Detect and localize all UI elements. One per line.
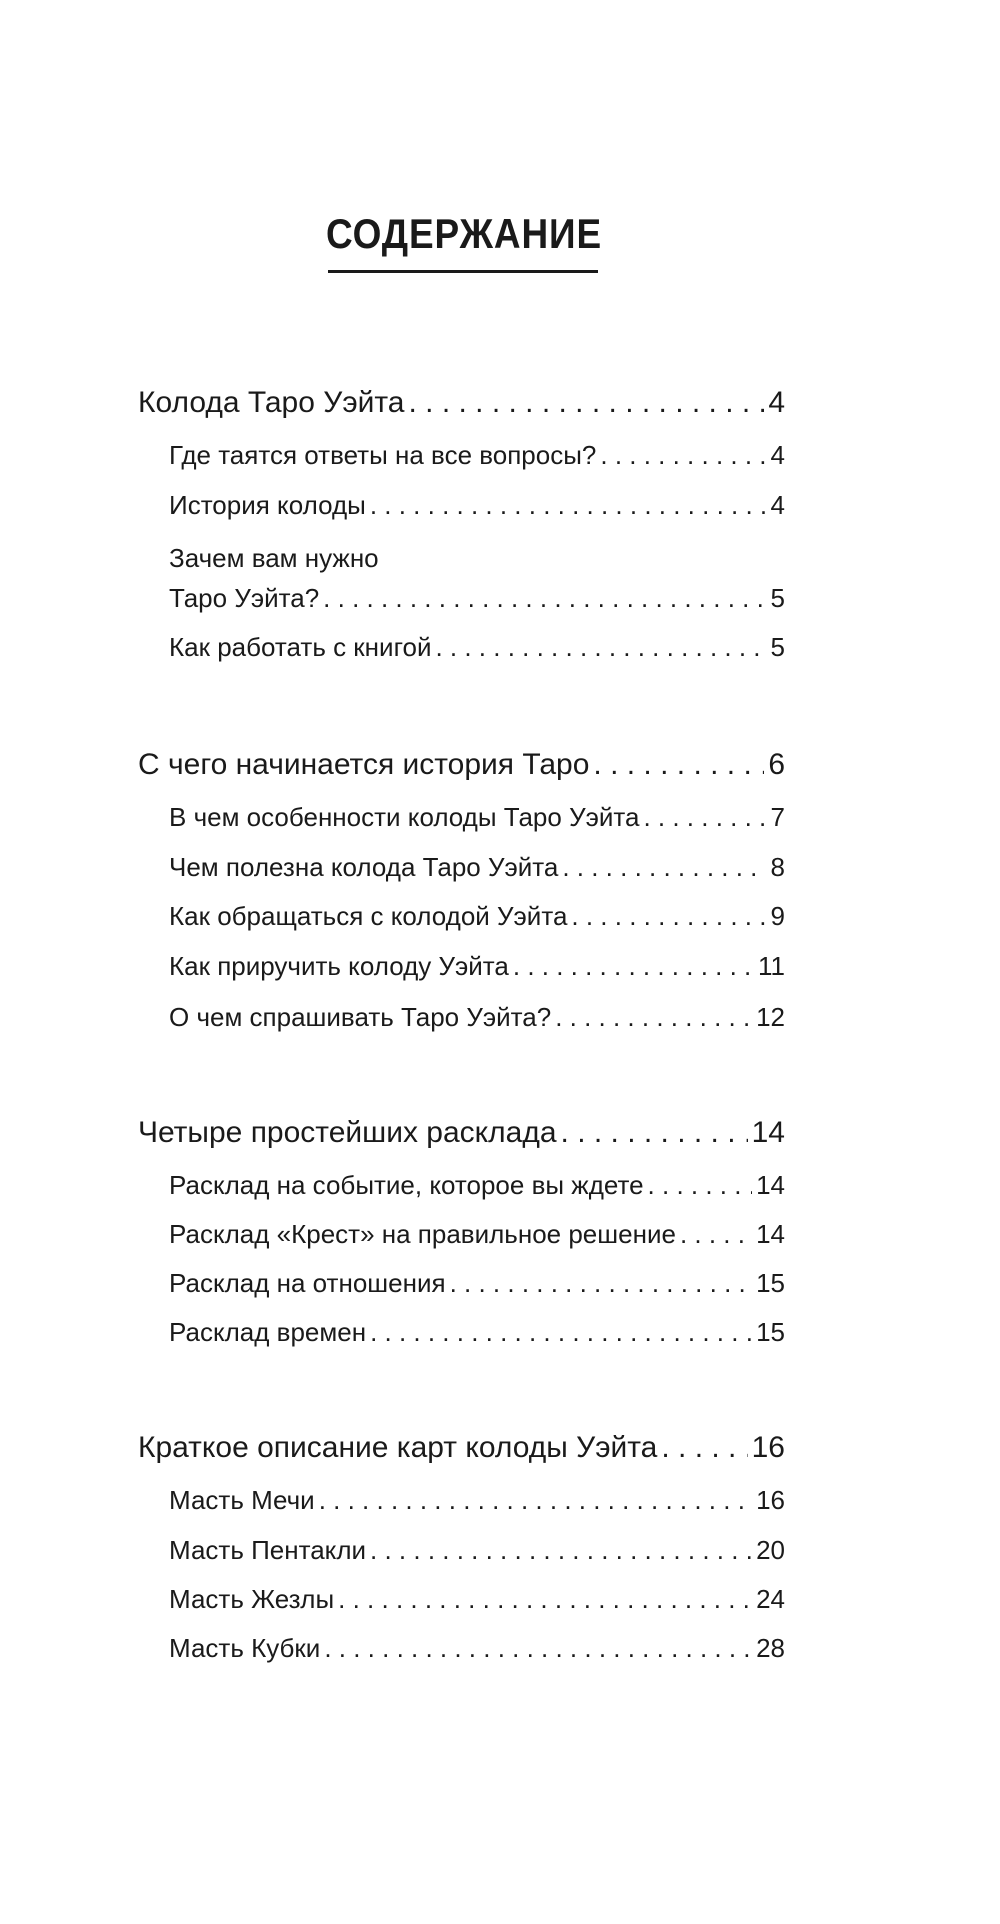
toc-page-number: 11	[758, 951, 785, 981]
toc-section[interactable]	[169, 1219, 785, 1255]
toc-page-number: 16	[751, 1431, 785, 1464]
toc-section[interactable]	[169, 1317, 785, 1353]
dot-leader	[562, 852, 766, 883]
dot-leader	[435, 632, 766, 663]
toc-page-number: 7	[770, 802, 785, 832]
dot-leader	[661, 1431, 747, 1465]
toc-page-number: 14	[756, 1170, 785, 1200]
dot-leader	[600, 440, 766, 471]
toc-section-label: Расклад на событие, которое вы ждете	[169, 1170, 644, 1200]
toc-page-number: 20	[756, 1535, 785, 1565]
toc-page-number: 4	[768, 386, 785, 419]
toc-page-number: 14	[751, 1116, 785, 1149]
toc-section-label: Масть Жезлы	[169, 1584, 335, 1614]
toc-section-label-continued: Таро Уэйта?	[169, 583, 320, 613]
toc-section[interactable]	[169, 951, 785, 987]
toc-section-label: Масть Пентакли	[169, 1535, 367, 1565]
dot-leader	[513, 951, 754, 982]
toc-section[interactable]	[169, 1485, 785, 1521]
toc-section[interactable]	[169, 1633, 785, 1669]
toc-section-label: Расклад времен	[169, 1317, 367, 1347]
dot-leader	[319, 1485, 752, 1516]
toc-section-label: Зачем вам нужно	[169, 543, 379, 573]
toc-section-label: В чем особенности колоды Таро Уэйта	[169, 802, 640, 832]
toc-chapter-label: Колода Таро Уэйта	[138, 386, 405, 419]
toc-chapter-3[interactable]	[138, 1116, 785, 1156]
dot-leader	[571, 901, 766, 932]
dot-leader	[555, 1002, 752, 1033]
toc-section[interactable]	[169, 490, 785, 526]
toc-section[interactable]	[169, 802, 785, 838]
toc-section[interactable]	[169, 440, 785, 476]
toc-section-label: Масть Мечи	[169, 1485, 315, 1515]
toc-page-number: 14	[756, 1219, 785, 1249]
toc-section[interactable]	[169, 901, 785, 937]
toc-section-label: Расклад на отношения	[169, 1268, 446, 1298]
dot-leader	[648, 1170, 753, 1201]
toc-page-number: 4	[770, 440, 785, 470]
dot-leader	[643, 802, 766, 833]
toc-page-number: 12	[756, 1002, 785, 1032]
dot-leader	[680, 1219, 752, 1250]
toc-section[interactable]	[169, 1268, 785, 1304]
dot-leader	[370, 1317, 752, 1348]
toc-chapter-label: Краткое описание карт колоды Уэйта	[138, 1431, 658, 1464]
toc-chapter-label: Четыре простейших расклада	[138, 1116, 557, 1149]
toc-page-number: 6	[768, 748, 785, 781]
toc-section-label: Как работать с книгой	[169, 632, 432, 662]
toc-chapter-4[interactable]	[138, 1431, 785, 1471]
toc-section-label: Где таятся ответы на все вопросы?	[169, 440, 597, 470]
toc-page-number: 28	[756, 1633, 785, 1663]
toc-page-number: 9	[770, 901, 785, 931]
toc-chapter-1[interactable]	[138, 386, 785, 426]
toc-section-label: История колоды	[169, 490, 366, 520]
toc-section[interactable]	[169, 1170, 785, 1206]
dot-leader	[450, 1268, 753, 1299]
toc-section-label: О чем спрашивать Таро Уэйта?	[169, 1002, 552, 1032]
toc-chapter-label: С чего начинается история Таро	[138, 748, 590, 781]
toc-section[interactable]	[169, 852, 785, 888]
toc-page-number: 24	[756, 1584, 785, 1614]
dot-leader	[408, 386, 764, 420]
toc-section-label: Масть Кубки	[169, 1633, 321, 1663]
toc-section[interactable]	[169, 632, 785, 668]
toc-page-number: 5	[770, 583, 785, 613]
dot-leader	[324, 1633, 752, 1664]
toc-section[interactable]	[169, 1535, 785, 1571]
toc-section-label: Чем полезна колода Таро Уэйта	[169, 852, 559, 882]
dot-leader	[323, 578, 766, 618]
dot-leader	[370, 1535, 752, 1566]
toc-section[interactable]	[169, 1584, 785, 1620]
toc-chapter-2[interactable]	[138, 748, 785, 788]
toc-page-number: 15	[756, 1317, 785, 1347]
toc-section-label: Как приручить колоду Уэйта	[169, 951, 509, 981]
toc-page-number: 16	[756, 1485, 785, 1515]
toc-page-number: 4	[770, 490, 785, 520]
toc-section-label: Расклад «Крест» на правильное решение	[169, 1219, 676, 1249]
dot-leader	[561, 1116, 748, 1150]
dot-leader	[338, 1584, 752, 1615]
dot-leader	[593, 748, 764, 782]
toc-page-number: 15	[756, 1268, 785, 1298]
dot-leader	[370, 490, 767, 521]
toc-section[interactable]	[169, 1002, 785, 1038]
toc-section-label: Как обращаться с колодой Уэйта	[169, 901, 568, 931]
toc-page-number: 5	[770, 632, 785, 662]
toc-page-number: 8	[770, 852, 785, 882]
page-title: СОДЕРЖАНИЕ	[326, 210, 602, 257]
toc-section[interactable]	[169, 538, 785, 618]
